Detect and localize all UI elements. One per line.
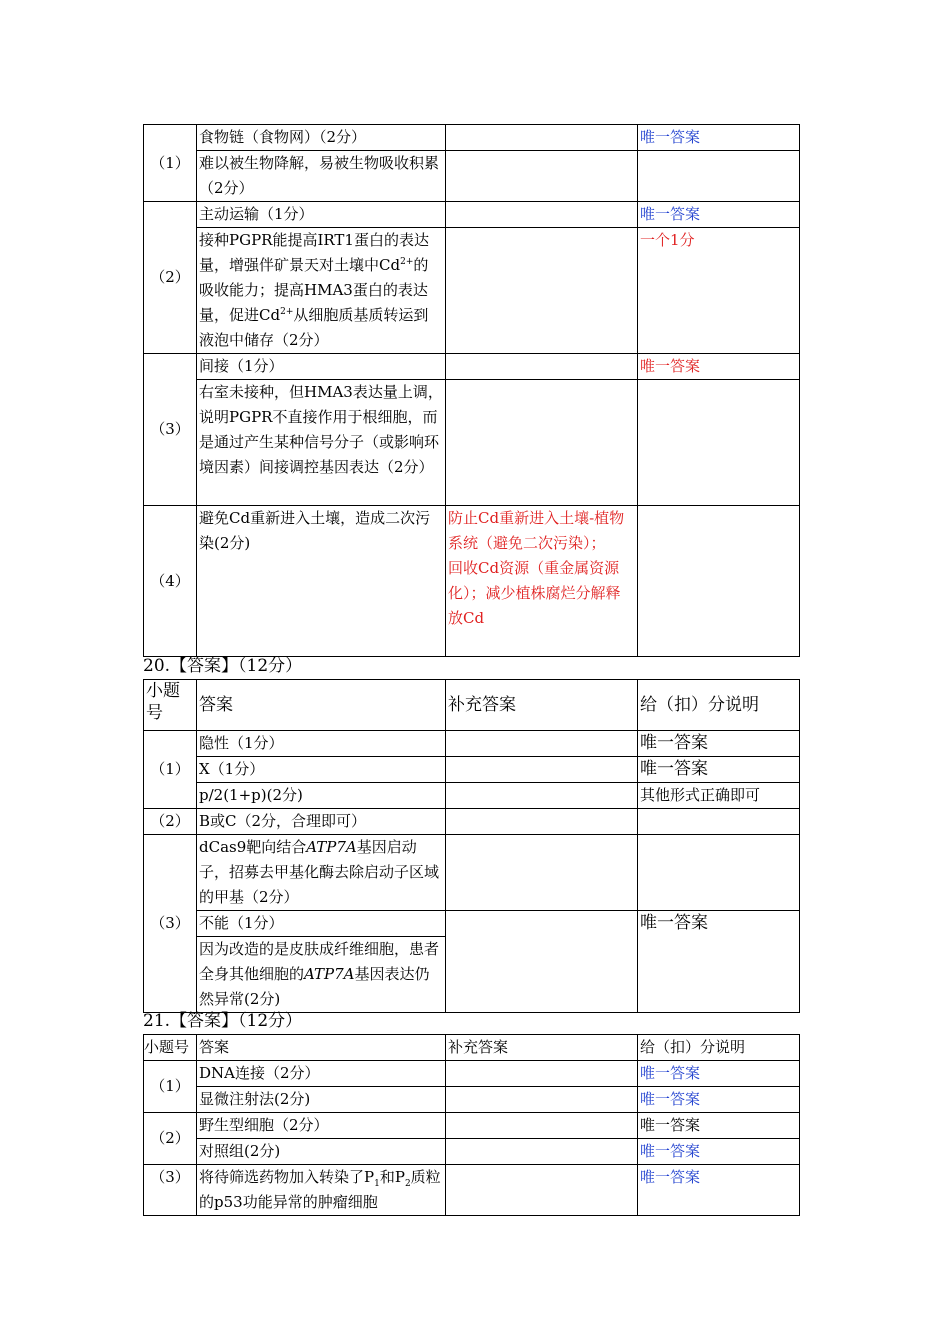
- q21-part3-supplement1: [446, 1165, 638, 1216]
- q20-header-note: 给（扣）分说明: [638, 680, 800, 731]
- q21-part1-answer1: DNA连接（2分）: [197, 1061, 446, 1087]
- q20-part3-answer2: 不能（1分）: [197, 911, 446, 937]
- q19-part4-answer1: 避免Cd重新进入土壤，造成二次污染(2分): [197, 506, 446, 657]
- q21-part3-answer1: 将待筛选药物加入转染了$P_1$和$P_2$质粒的p53功能异常的肿瘤细胞: [197, 1165, 446, 1216]
- q20-part3-supplement2: [446, 911, 638, 1013]
- q19-part3-answer1: 间接（1分）: [197, 354, 446, 380]
- q19-part3-note1: 唯一答案: [638, 354, 800, 380]
- q20-header-supplement: 补充答案: [446, 680, 638, 731]
- q19-part1-supplement2: [446, 151, 638, 202]
- q20-part1-supplement1: [446, 731, 638, 757]
- q21-part1-supplement2: [446, 1087, 638, 1113]
- q19-part4-supplement: 防止Cd重新进入土壤-植物系统（避免二次污染）； 回收Cd资源（重金属资源化）；减少植株腐烂分解释放Cd: [446, 506, 638, 657]
- q20-part2-number: （2）: [144, 809, 197, 835]
- q21-header-answer: 答案: [197, 1035, 446, 1061]
- q20-table: [143, 679, 800, 1013]
- q21-header-number: 小题号: [144, 1035, 197, 1061]
- q20-part1-supplement2: [446, 757, 638, 783]
- q19-part4-note: [638, 506, 800, 657]
- q20-part1-answer2: X（1分）: [197, 757, 446, 783]
- q19-part3-supplement2: [446, 380, 638, 506]
- q21-part3-number: （3）: [144, 1165, 197, 1216]
- q19-part1-number: （1）: [144, 125, 197, 202]
- q20-part2-supplement1: [446, 809, 638, 835]
- q21-heading: 21.【答案】（12分）: [143, 1011, 303, 1031]
- q20-part1-note3: 其他形式正确即可: [638, 783, 800, 809]
- q21-part2-answer1: 野生型细胞（2分）: [197, 1113, 446, 1139]
- q20-part2-note1: [638, 809, 800, 835]
- q21-part2-note1: 唯一答案: [638, 1113, 800, 1139]
- q21-table: [143, 1034, 800, 1216]
- q20-part3-answer3: 因为改造的是皮肤成纤维细胞，患者全身其他细胞的ATP7A基因表达仍然异常(2分): [197, 937, 446, 1013]
- q19-part1-note2: [638, 151, 800, 202]
- q20-header-answer: 答案: [197, 680, 446, 731]
- q19-part1-supplement1: [446, 125, 638, 151]
- q20-part3-answer1: dCas9靶向结合ATP7A基因启动子，招募去甲基化酶去除启动子区域的甲基（2分）: [197, 835, 446, 911]
- q21-part2-note2: 唯一答案: [638, 1139, 800, 1165]
- q21-part1-number: （1）: [144, 1061, 197, 1113]
- q19-part2-note1: 唯一答案: [638, 202, 800, 228]
- q20-part3-note1: [638, 835, 800, 911]
- q21-part1-note1: 唯一答案: [638, 1061, 800, 1087]
- q19-part2-note2: 一个1分: [638, 228, 800, 354]
- q20-part3-note2: 唯一答案: [638, 911, 800, 1013]
- q19-part2-supplement2: [446, 228, 638, 354]
- q19-part1-answer2: 难以被生物降解，易被生物吸收积累（2分）: [197, 151, 446, 202]
- q19-part2-answer1: 主动运输（1分）: [197, 202, 446, 228]
- q19-part1-answer1: 食物链（食物网）（2分）: [197, 125, 446, 151]
- q19-part1-note1: 唯一答案: [638, 125, 800, 151]
- q19-table: [143, 124, 800, 657]
- q20-part1-number: （1）: [144, 731, 197, 809]
- q19-part3-answer2: 右室未接种，但HMA3表达量上调，说明PGPR不直接作用于根细胞，而是通过产生某种信号分子（或影响环境因素）间接调控基因表达（2分）: [197, 380, 446, 506]
- q20-part1-answer1: 隐性（1分）: [197, 731, 446, 757]
- q20-part1-supplement3: [446, 783, 638, 809]
- q21-part2-number: （2）: [144, 1113, 197, 1165]
- q19-part2-number: （2）: [144, 202, 197, 354]
- q19-part3-supplement1: [446, 354, 638, 380]
- q21-header-note: 给（扣）分说明: [638, 1035, 800, 1061]
- q19-part2-answer2: 接种PGPR能提高IRT1蛋白的表达量，增强伴矿景天对土壤中$Cd^{2+}$的吸收能力；提高HMA3蛋白的表达量，促进$Cd^{2+}$从细胞质基质转运到液泡中储存（2分）: [197, 228, 446, 354]
- q20-heading: 20.【答案】（12分）: [143, 656, 303, 676]
- q21-part1-supplement1: [446, 1061, 638, 1087]
- q19-part3-note2: [638, 380, 800, 506]
- q19-part4-number: （4）: [144, 506, 197, 657]
- q20-part1-note1: 唯一答案: [638, 731, 800, 757]
- q21-part2-supplement1: [446, 1113, 638, 1139]
- q20-part1-answer3: p/2(1+p)(2分): [197, 783, 446, 809]
- q21-part2-answer2: 对照组(2分): [197, 1139, 446, 1165]
- q19-part3-number: （3）: [144, 354, 197, 506]
- q21-part1-note2: 唯一答案: [638, 1087, 800, 1113]
- q21-header-supplement: 补充答案: [446, 1035, 638, 1061]
- q20-gene-name: ATP7A: [306, 838, 357, 856]
- q20-part1-note2: 唯一答案: [638, 757, 800, 783]
- q20-header-number: 小题号: [144, 680, 197, 731]
- q21-part1-answer2: 显微注射法(2分): [197, 1087, 446, 1113]
- q20-part2-answer1: B或C（2分，合理即可）: [197, 809, 446, 835]
- q21-part2-supplement2: [446, 1139, 638, 1165]
- q19-part2-supplement1: [446, 202, 638, 228]
- q21-part3-note1: 唯一答案: [638, 1165, 800, 1216]
- q20-part3-number: （3）: [144, 835, 197, 1013]
- q20-part3-supplement1: [446, 835, 638, 911]
